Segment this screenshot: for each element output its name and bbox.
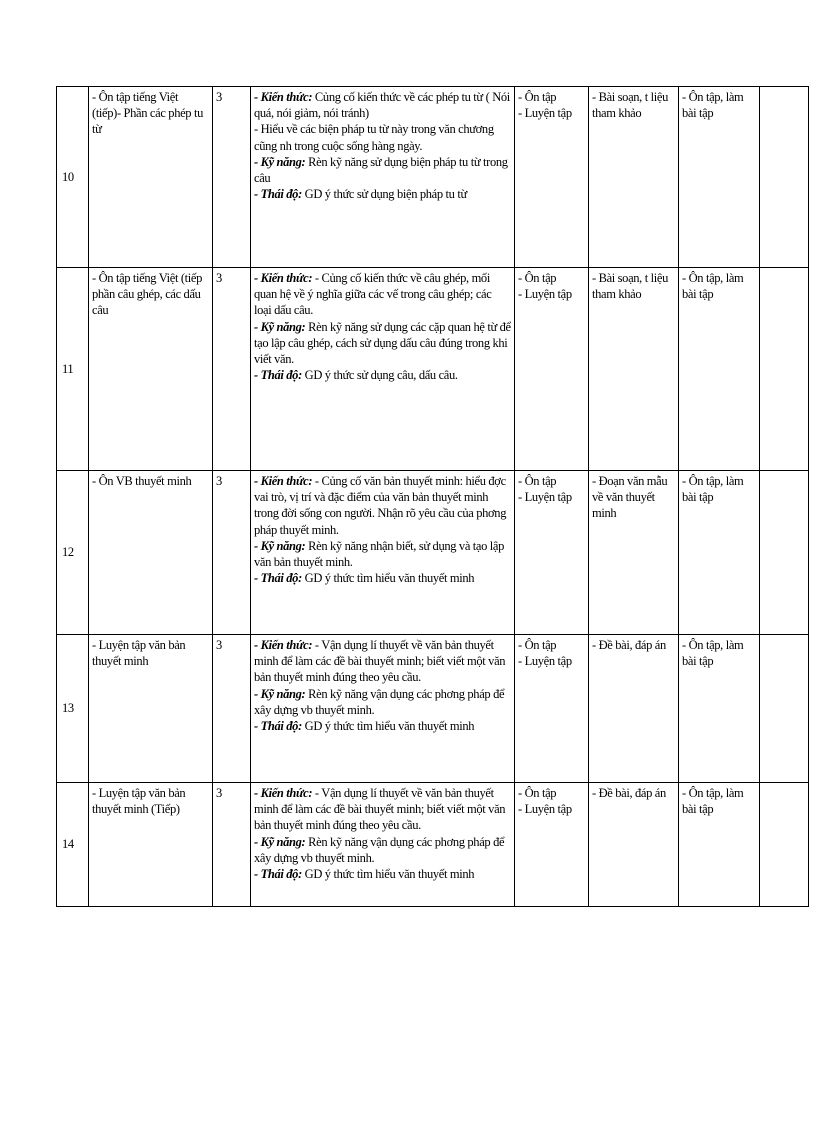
content-label: - Thái độ: <box>254 867 302 882</box>
lesson-content <box>251 783 515 907</box>
content-line <box>254 538 511 570</box>
content-line <box>254 718 511 734</box>
row-number: 10 <box>57 87 89 268</box>
row-number: 11 <box>57 268 89 471</box>
content-label: - Kỹ năng: <box>254 538 306 553</box>
method-item: - Ôn tập <box>518 271 557 285</box>
lesson-title: - Ôn tập tiếng Việt (tiếp)- Phần các phép tu từ <box>89 87 213 268</box>
lesson-hours: 3 <box>213 268 251 471</box>
content-text: - Hiểu về các biện pháp tu từ này trong văn chương cũng nh trong cuộc sống hàng ngày. <box>254 122 494 153</box>
content-line <box>254 473 511 538</box>
content-text: - Củng cố kiến thức về câu ghép, mối quan hệ về ý nghĩa giữa các vế trong câu ghép; các loại dấu câu. <box>254 271 492 318</box>
method-item: - Luyện tập <box>518 802 572 817</box>
content-text: - Vận dụng lí thuyết về văn bản thuyết minh để làm các đề bài thuyết minh; biết viết một văn bản thuyết minh đúng theo yêu cầu. <box>254 786 506 833</box>
teaching-materials: - Đoạn văn mẫu về văn thuyết minh <box>589 471 679 635</box>
content-text: GD ý thức sử dụng biện pháp tu từ <box>301 187 467 202</box>
content-label: - Thái độ: <box>254 368 302 383</box>
content-label: - Kiến thức: <box>254 786 313 800</box>
teaching-methods <box>515 783 589 907</box>
lesson-plan-table <box>56 86 809 907</box>
notes-cell <box>760 471 809 635</box>
content-label: - Kỹ năng: <box>254 834 306 849</box>
lesson-hours: 3 <box>213 635 251 783</box>
method-item: - Ôn tập <box>518 638 557 652</box>
row-number: 14 <box>57 783 89 907</box>
homework: - Ôn tập, làm bài tập <box>679 268 760 471</box>
content-text: Rèn kỹ năng vận dụng các phơng pháp để xây dựng vb thuyết minh. <box>254 834 505 865</box>
content-line <box>254 367 511 383</box>
content-line <box>254 866 511 882</box>
method-item: - Ôn tập <box>518 786 557 800</box>
lesson-content <box>251 268 515 471</box>
content-line <box>254 785 511 834</box>
table-row <box>57 635 809 783</box>
homework: - Ôn tập, làm bài tập <box>679 635 760 783</box>
method-item: - Luyện tập <box>518 654 572 669</box>
notes-cell <box>760 268 809 471</box>
teaching-methods <box>515 87 589 268</box>
teaching-methods <box>515 268 589 471</box>
content-line <box>254 319 511 368</box>
notes-cell <box>760 783 809 907</box>
table-row <box>57 268 809 471</box>
notes-cell <box>760 87 809 268</box>
homework: - Ôn tập, làm bài tập <box>679 783 760 907</box>
content-label: - Kỹ năng: <box>254 154 306 169</box>
teaching-materials: - Bài soạn, t liệu tham khảo <box>589 268 679 471</box>
content-label: - Kỹ năng: <box>254 319 306 334</box>
lesson-title: - Luyện tập văn bản thuyết minh <box>89 635 213 783</box>
content-label: - Kỹ năng: <box>254 686 306 701</box>
lesson-title: - Ôn tập tiếng Việt (tiếp phần câu ghép, các dấu câu <box>89 268 213 471</box>
method-item: - Ôn tập <box>518 90 557 104</box>
content-label: - Thái độ: <box>254 571 302 586</box>
content-text: Củng cố kiến thức về các phép tu từ ( Nói quá, nói giảm, nói tránh) <box>254 90 510 121</box>
lesson-title: - Luyện tập văn bản thuyết minh (Tiếp) <box>89 783 213 907</box>
content-text: Rèn kỹ năng sử dụng các cặp quan hệ từ để tạo lập câu ghép, cách sử dụng dấu câu đúng trong khi viết văn. <box>254 319 511 367</box>
content-line <box>254 637 511 686</box>
homework: - Ôn tập, làm bài tập <box>679 471 760 635</box>
teaching-methods <box>515 471 589 635</box>
content-label: - Kiến thức: <box>254 638 313 652</box>
lesson-hours: 3 <box>213 783 251 907</box>
content-label: - Kiến thức: <box>254 90 313 104</box>
content-text: GD ý thức tìm hiểu văn thuyết minh <box>301 571 475 586</box>
row-number: 12 <box>57 471 89 635</box>
content-label: - Thái độ: <box>254 187 302 202</box>
content-line <box>254 154 511 186</box>
lesson-hours: 3 <box>213 471 251 635</box>
content-line <box>254 186 511 202</box>
method-item: - Luyện tập <box>518 490 572 505</box>
content-label: - Kiến thức: <box>254 474 313 488</box>
lesson-title: - Ôn VB thuyết minh <box>89 471 213 635</box>
lesson-hours: 3 <box>213 87 251 268</box>
content-line <box>254 121 511 153</box>
content-line <box>254 270 511 319</box>
content-line <box>254 89 511 121</box>
table-row <box>57 471 809 635</box>
lesson-content <box>251 87 515 268</box>
content-text: GD ý thức tìm hiểu văn thuyết minh <box>301 719 475 734</box>
method-item: - Luyện tập <box>518 106 572 121</box>
content-text: - Củng cố văn bản thuyết minh: hiểu đợc vai trò, vị trí và đặc điểm của văn bản thuyết minh trong đời sống con người. Nhận rõ yêu cầu của phơng pháp thuyết minh. <box>254 474 507 537</box>
teaching-materials: - Đề bài, đáp án <box>589 783 679 907</box>
content-text: GD ý thức tìm hiểu văn thuyết minh <box>301 867 475 882</box>
row-number: 13 <box>57 635 89 783</box>
teaching-materials: - Bài soạn, t liệu tham khảo <box>589 87 679 268</box>
method-item: - Ôn tập <box>518 474 557 488</box>
content-text: - Vận dụng lí thuyết về văn bản thuyết minh để làm các đề bài thuyết minh; biết viết một văn bản thuyết minh đúng theo yêu cầu. <box>254 638 506 685</box>
content-label: - Kiến thức: <box>254 271 313 285</box>
content-text: Rèn kỹ năng vận dụng các phơng pháp để xây dựng vb thuyết minh. <box>254 686 505 717</box>
lesson-content <box>251 635 515 783</box>
content-line <box>254 570 511 586</box>
content-label: - Thái độ: <box>254 719 302 734</box>
notes-cell <box>760 635 809 783</box>
lesson-content <box>251 471 515 635</box>
content-text: GD ý thức sử dụng câu, dấu câu. <box>301 368 458 383</box>
table-row <box>57 87 809 268</box>
teaching-methods <box>515 635 589 783</box>
content-text: Rèn kỹ năng nhận biết, sử dụng và tạo lập văn bản thuyết minh. <box>254 538 505 570</box>
homework: - Ôn tập, làm bài tập <box>679 87 760 268</box>
method-item: - Luyện tập <box>518 287 572 302</box>
content-line <box>254 686 511 718</box>
content-line <box>254 834 511 866</box>
table-row <box>57 783 809 907</box>
content-text: Rèn kỹ năng sử dụng biện pháp tu từ trong câu <box>254 154 508 186</box>
teaching-materials: - Đề bài, đáp án <box>589 635 679 783</box>
